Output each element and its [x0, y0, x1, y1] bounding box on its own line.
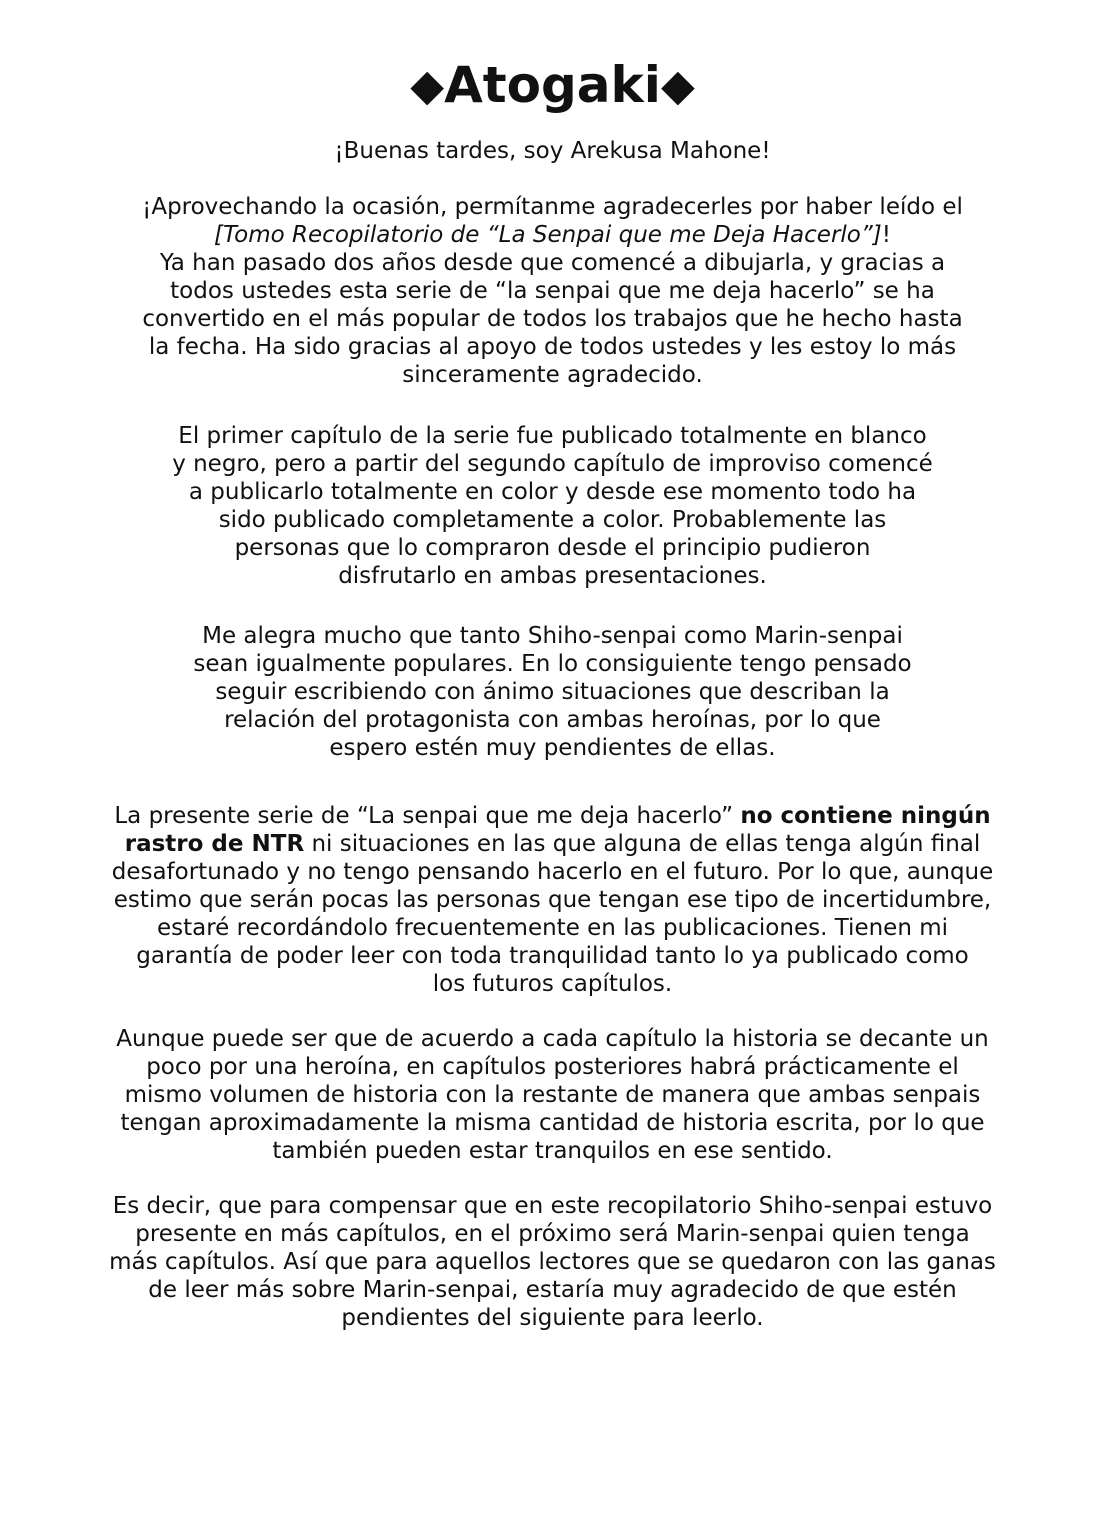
- text-line: la fecha. Ha sido gracias al apoyo de todos ustedes y les estoy lo más: [148, 334, 957, 360]
- text-segment: ni situaciones en las que alguna de ellas tenga algún final: [304, 831, 981, 857]
- text-line: más capítulos. Así que para aquellos lectores que se quedaron con las ganas: [109, 1249, 996, 1275]
- text-segment: La presente serie de “La senpai que me deja hacerlo”: [114, 803, 741, 829]
- diamond-right-icon: ◆: [660, 60, 695, 111]
- balance-paragraph: [60, 1025, 1045, 1165]
- text-line: Me alegra mucho que tanto Shiho-senpai como Marin-senpai: [202, 623, 903, 649]
- text-line: personas que lo compraron desde el principio pudieron: [234, 535, 871, 561]
- text-line: todos ustedes esta serie de “la senpai que me deja hacerlo” se ha: [170, 278, 935, 304]
- text-line: estimo que serán pocas las personas que tengan ese tipo de incertidumbre,: [113, 887, 992, 913]
- text-line: sean igualmente populares. En lo consiguiente tengo pensado: [193, 651, 912, 677]
- text-line: pendientes del siguiente para leerlo.: [341, 1305, 764, 1331]
- volume-title: [Tomo Recopilatorio de “La Senpai que me Deja Hacerlo”]: [214, 222, 882, 248]
- text-line: sinceramente agradecido.: [402, 362, 703, 388]
- text-line: los futuros capítulos.: [432, 971, 673, 997]
- bold-segment: no contiene ningún: [740, 803, 991, 829]
- next-volume-paragraph: [60, 1192, 1045, 1332]
- greeting-paragraph: [60, 137, 1045, 165]
- text-line: estaré recordándolo frecuentemente en las publicaciones. Tienen mi: [156, 915, 949, 941]
- text-line: a publicarlo totalmente en color y desde ese momento todo ha: [188, 479, 917, 505]
- text-line: relación del protagonista con ambas heroínas, por lo que: [224, 707, 881, 733]
- text-line: El primer capítulo de la serie fue publicado totalmente en blanco: [178, 423, 927, 449]
- text-line: [60, 802, 1045, 830]
- thanks-paragraph: [60, 193, 1045, 389]
- text-line: ¡Aprovechando la ocasión, permítanme agradecerles por haber leído el: [142, 194, 963, 220]
- text-line: poco por una heroína, en capítulos posteriores habrá prácticamente el: [146, 1054, 959, 1080]
- title-text: Atogaki: [444, 56, 661, 114]
- color-paragraph: [60, 422, 1045, 590]
- text-line: presente en más capítulos, en el próximo será Marin-senpai quien tenga: [135, 1221, 970, 1247]
- text-line: desafortunado y no tengo pensando hacerlo en el futuro. Por lo que, aunque: [111, 859, 994, 885]
- text-line: sido publicado completamente a color. Probablemente las: [218, 507, 887, 533]
- text-line: tengan aproximadamente la misma cantidad de historia escrita, por lo que: [120, 1110, 985, 1136]
- text-line: disfrutarlo en ambas presentaciones.: [338, 563, 767, 589]
- text-line: Ya han pasado dos años desde que comencé a dibujarla, y gracias a: [159, 250, 946, 276]
- diamond-left-icon: ◆: [410, 60, 445, 111]
- text-line: seguir escribiendo con ánimo situaciones que describan la: [215, 679, 890, 705]
- greeting-line: ¡Buenas tardes, soy Arekusa Mahone!: [334, 138, 771, 164]
- text-line: [60, 221, 1045, 249]
- text-line: garantía de poder leer con toda tranquilidad tanto lo ya publicado como: [136, 943, 969, 969]
- text-line: de leer más sobre Marin-senpai, estaría muy agradecido de que estén: [148, 1277, 957, 1303]
- text-line: espero estén muy pendientes de ellas.: [329, 735, 776, 761]
- text-line: también pueden estar tranquilos en ese sentido.: [272, 1138, 833, 1164]
- page-title: [0, 50, 1105, 121]
- text-line: Es decir, que para compensar que en este recopilatorio Shiho-senpai estuvo: [112, 1193, 993, 1219]
- bold-segment: rastro de NTR: [124, 831, 305, 857]
- text-line: [60, 830, 1045, 858]
- text-line: convertido en el más popular de todos los trabajos que he hecho hasta: [142, 306, 963, 332]
- ntr-paragraph: [60, 802, 1045, 998]
- text-line: y negro, pero a partir del segundo capítulo de improviso comencé: [172, 451, 933, 477]
- exclamation: !: [881, 222, 891, 248]
- text-line: mismo volumen de historia con la restante de manera que ambas senpais: [124, 1082, 981, 1108]
- heroines-paragraph: [60, 622, 1045, 762]
- text-line: Aunque puede ser que de acuerdo a cada capítulo la historia se decante un: [116, 1026, 989, 1052]
